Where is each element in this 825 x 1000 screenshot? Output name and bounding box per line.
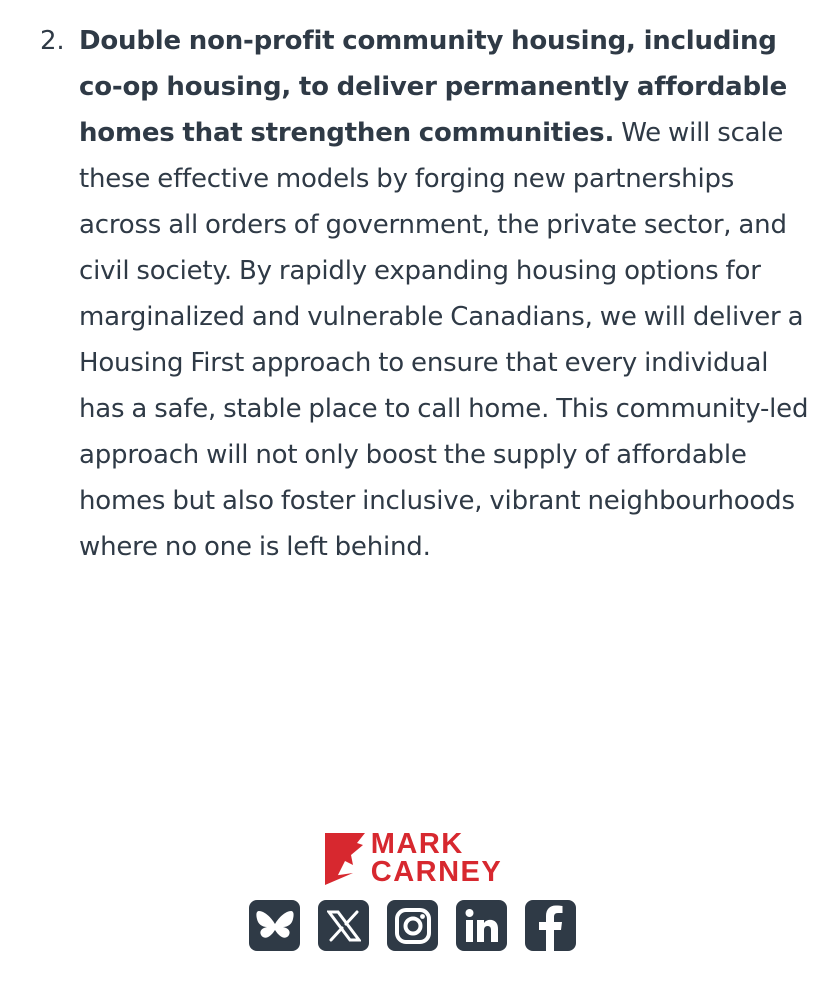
item-headline: Double non-profit community housing, including co-op housing, to deliver permanently affordable homes that strengthen communities. (79, 26, 788, 148)
x-icon[interactable] (318, 900, 369, 951)
item-paragraph (79, 18, 810, 570)
facebook-icon[interactable] (525, 900, 576, 951)
item-body-text: We will scale these effective models by forging new partnerships across all orders of government, the private sector, and civil society. By rapidly expanding housing options for marginalized and vulnerable Canadians, we will deliver a Housing First approach to ensure that every individual has a safe, stable place to call home. This community-led approach will not only boost the supply of affordable homes but also foster inclusive, vibrant neighbourhoods where no one is left behind. (79, 118, 809, 562)
platform-item (40, 18, 810, 570)
bluesky-icon[interactable] (249, 900, 300, 951)
maple-leaf-logo-icon (323, 831, 367, 885)
item-number: 2. (40, 26, 65, 56)
logo-line-1: MARK (370, 828, 464, 860)
instagram-icon[interactable] (387, 900, 438, 951)
logo-line-2: CARNEY (370, 856, 503, 888)
logo-wordmark (371, 830, 502, 886)
footer (0, 830, 825, 951)
social-links (249, 900, 576, 951)
linkedin-icon[interactable] (456, 900, 507, 951)
mark-carney-logo[interactable] (323, 830, 502, 886)
